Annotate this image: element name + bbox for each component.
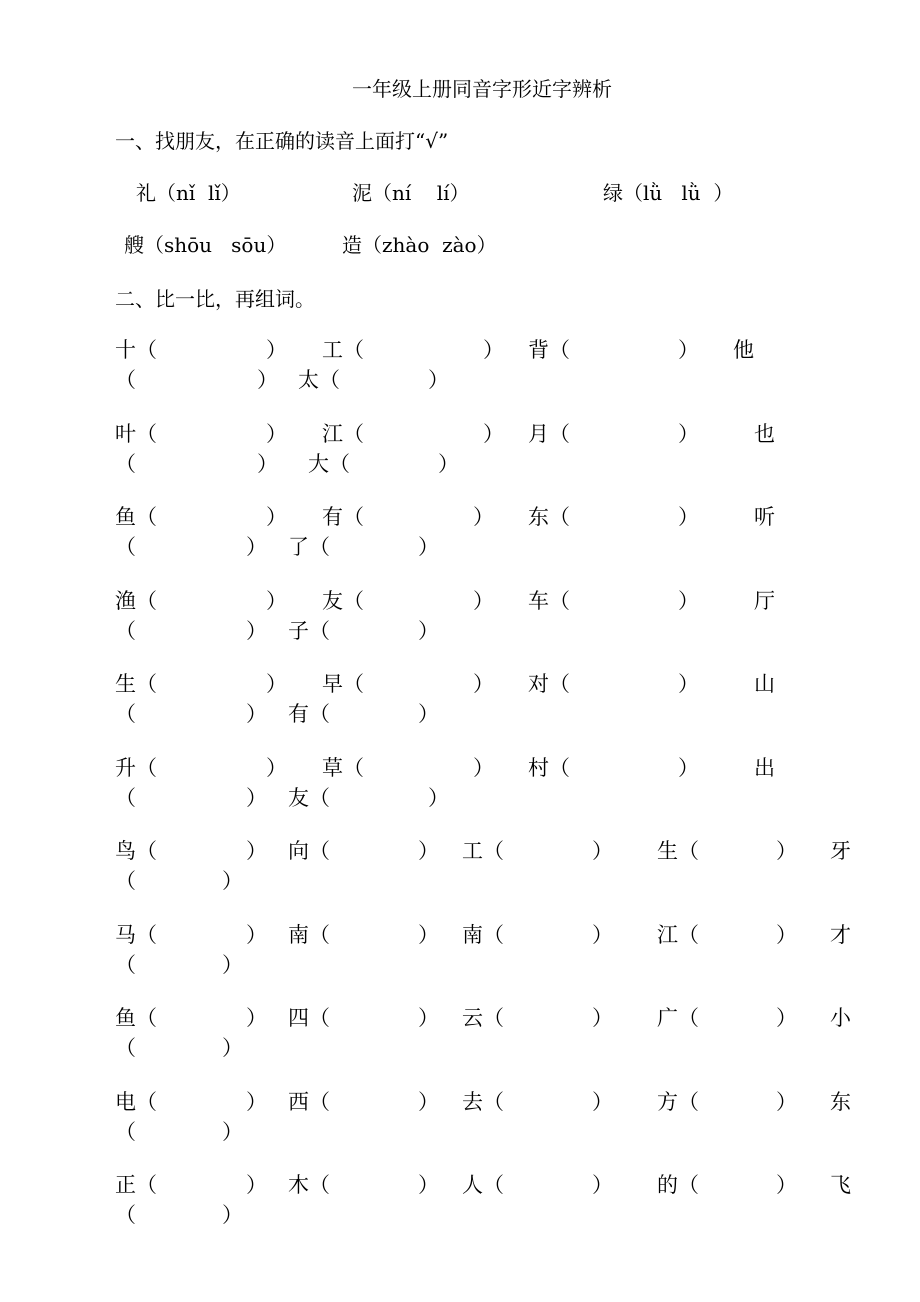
answer-blank-close: ） — [473, 672, 494, 696]
word-prompt: 工（ — [462, 839, 504, 863]
word-prompt: 生（ — [657, 839, 699, 863]
answer-blank-open: （ — [115, 535, 136, 559]
word-prompt-char: 小 — [830, 1006, 851, 1030]
answer-blank-open: （ — [115, 702, 136, 726]
word-prompt: 鸟（ — [115, 839, 157, 863]
word-prompt: 背（ — [528, 338, 570, 362]
word-prompt-char: 才 — [830, 923, 851, 947]
answer-blank-close: ） — [592, 1173, 613, 1197]
word-prompt: 人（ — [462, 1173, 504, 1197]
answer-blank-open: （ — [115, 869, 136, 893]
answer-blank-close: ） — [246, 923, 267, 947]
answer-blank-close: ） — [678, 756, 699, 780]
answer-blank-close: ） — [222, 1036, 243, 1060]
section2-heading: 二、比一比，再组词。 — [115, 287, 315, 311]
answer-blank-close: ） — [246, 1090, 267, 1114]
word-prompt-char: 出 — [754, 756, 775, 780]
pinyin-item: 泥（ní lí） — [352, 181, 470, 205]
answer-blank-open: （ — [115, 786, 136, 810]
answer-blank-close: ） — [246, 535, 267, 559]
answer-blank-close: ） — [257, 368, 278, 392]
answer-blank-close: ） — [222, 869, 243, 893]
word-prompt: 西（ — [288, 1090, 330, 1114]
answer-blank-open: （ — [115, 1120, 136, 1144]
word-prompt: 东（ — [528, 505, 570, 529]
word-prompt: 南（ — [288, 923, 330, 947]
answer-blank-close: ） — [592, 1006, 613, 1030]
answer-blank-close: ） — [776, 923, 797, 947]
word-prompt: 子（ — [288, 619, 330, 643]
answer-blank-close: ） — [246, 702, 267, 726]
word-prompt: 了（ — [288, 535, 330, 559]
answer-blank-close: ） — [473, 756, 494, 780]
word-prompt-char: 也 — [754, 422, 775, 446]
word-prompt: 南（ — [462, 923, 504, 947]
answer-blank-close: ） — [592, 1090, 613, 1114]
answer-blank-close: ） — [776, 1006, 797, 1030]
word-prompt: 友（ — [322, 589, 364, 613]
answer-blank-close: ） — [678, 422, 699, 446]
word-prompt: 早（ — [322, 672, 364, 696]
answer-blank-close: ） — [428, 368, 449, 392]
answer-blank-close: ） — [418, 702, 439, 726]
answer-blank-close: ） — [257, 452, 278, 476]
section1-heading: 一、找朋友，在正确的读音上面打“√” — [115, 129, 449, 153]
word-prompt-char: 飞 — [830, 1173, 851, 1197]
answer-blank-close: ） — [473, 505, 494, 529]
word-prompt: 升（ — [115, 756, 157, 780]
answer-blank-close: ） — [776, 1173, 797, 1197]
word-prompt-char: 他 — [733, 338, 754, 362]
answer-blank-close: ） — [222, 953, 243, 977]
word-prompt-char: 东 — [830, 1090, 851, 1114]
answer-blank-close: ） — [246, 1006, 267, 1030]
word-prompt: 正（ — [115, 1173, 157, 1197]
word-prompt: 有（ — [288, 702, 330, 726]
answer-blank-close: ） — [222, 1203, 243, 1227]
answer-blank-close: ） — [678, 589, 699, 613]
word-prompt: 向（ — [288, 839, 330, 863]
word-prompt-char: 山 — [754, 672, 775, 696]
answer-blank-close: ） — [266, 505, 287, 529]
word-prompt: 有（ — [322, 505, 364, 529]
word-prompt: 叶（ — [115, 422, 157, 446]
word-prompt: 村（ — [528, 756, 570, 780]
answer-blank-close: ） — [418, 923, 439, 947]
answer-blank-close: ） — [266, 589, 287, 613]
answer-blank-close: ） — [246, 619, 267, 643]
answer-blank-close: ） — [438, 452, 459, 476]
answer-blank-close: ） — [222, 1120, 243, 1144]
page-title: 一年级上册同音字形近字辨析 — [352, 77, 612, 101]
answer-blank-close: ） — [776, 1090, 797, 1114]
answer-blank-open: （ — [115, 1036, 136, 1060]
word-prompt: 四（ — [288, 1006, 330, 1030]
answer-blank-close: ） — [678, 505, 699, 529]
answer-blank-close: ） — [246, 1173, 267, 1197]
answer-blank-open: （ — [115, 619, 136, 643]
word-prompt: 鱼（ — [115, 1006, 157, 1030]
answer-blank-close: ） — [428, 786, 449, 810]
pinyin-item: 艘（shōu sōu） — [124, 233, 287, 257]
answer-blank-close: ） — [266, 756, 287, 780]
word-prompt: 江（ — [322, 422, 364, 446]
word-prompt: 的（ — [657, 1173, 699, 1197]
answer-blank-close: ） — [592, 839, 613, 863]
answer-blank-close: ） — [678, 672, 699, 696]
word-prompt: 方（ — [657, 1090, 699, 1114]
answer-blank-close: ） — [266, 422, 287, 446]
answer-blank-close: ） — [246, 839, 267, 863]
answer-blank-close: ） — [418, 1173, 439, 1197]
word-prompt: 大（ — [308, 452, 350, 476]
word-prompt: 去（ — [462, 1090, 504, 1114]
answer-blank-close: ） — [418, 1006, 439, 1030]
answer-blank-open: （ — [115, 368, 136, 392]
word-prompt: 月（ — [528, 422, 570, 446]
word-prompt: 生（ — [115, 672, 157, 696]
answer-blank-open: （ — [115, 1203, 136, 1227]
answer-blank-open: （ — [115, 452, 136, 476]
word-prompt: 友（ — [288, 786, 330, 810]
answer-blank-close: ） — [678, 338, 699, 362]
word-prompt: 电（ — [115, 1090, 157, 1114]
word-prompt-char: 听 — [754, 505, 775, 529]
answer-blank-close: ） — [246, 786, 267, 810]
word-prompt: 工（ — [322, 338, 364, 362]
answer-blank-close: ） — [418, 619, 439, 643]
answer-blank-close: ） — [418, 839, 439, 863]
answer-blank-close: ） — [776, 839, 797, 863]
word-prompt: 马（ — [115, 923, 157, 947]
answer-blank-close: ） — [483, 422, 504, 446]
answer-blank-close: ） — [592, 923, 613, 947]
pinyin-item: 礼（nǐ lǐ） — [136, 181, 241, 205]
word-prompt: 草（ — [322, 756, 364, 780]
answer-blank-close: ） — [473, 589, 494, 613]
answer-blank-close: ） — [266, 672, 287, 696]
word-prompt-char: 牙 — [830, 839, 851, 863]
word-prompt: 云（ — [462, 1006, 504, 1030]
answer-blank-open: （ — [115, 953, 136, 977]
word-prompt: 车（ — [528, 589, 570, 613]
answer-blank-close: ） — [418, 535, 439, 559]
word-prompt: 木（ — [288, 1173, 330, 1197]
word-prompt: 广（ — [657, 1006, 699, 1030]
word-prompt: 鱼（ — [115, 505, 157, 529]
word-prompt: 十（ — [115, 338, 157, 362]
word-prompt: 江（ — [657, 923, 699, 947]
answer-blank-close: ） — [418, 1090, 439, 1114]
answer-blank-close: ） — [483, 338, 504, 362]
answer-blank-close: ） — [266, 338, 287, 362]
word-prompt: 对（ — [528, 672, 570, 696]
pinyin-item: 绿（lǜ lǜ ） — [603, 181, 734, 205]
word-prompt: 渔（ — [115, 589, 157, 613]
word-prompt: 太（ — [298, 368, 340, 392]
word-prompt-char: 厅 — [754, 589, 775, 613]
pinyin-item: 造（zhào zào） — [342, 233, 497, 257]
